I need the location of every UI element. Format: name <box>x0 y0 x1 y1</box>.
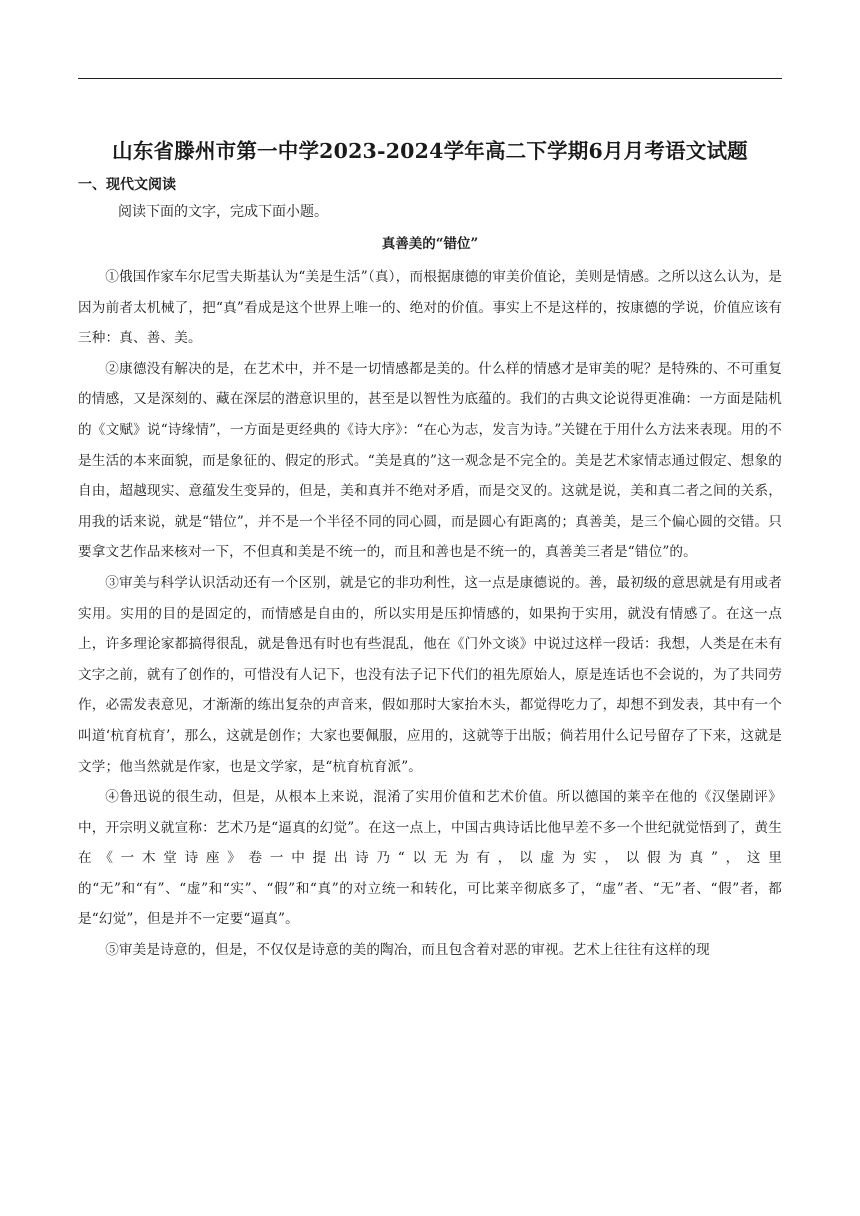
article-title: 真善美的“错位” <box>381 236 479 252</box>
paragraph-4: ④鲁迅说的很生动，但是，从根本上来说，混淆了实用价值和艺术价值。所以德国的莱辛在他的《汉堡剧评》中，开宗明义就宣称：艺术乃是“逼真的幻觉”。在这一点上，中国古典诗话比他早差不多一个世纪就觉悟到了，黄生在《一木堂诗座》卷一中提出诗乃“以无为有，以虚为实，以假为真”，这里的“无”和“有”、“虚”和“实”、“假”和“真”的对立统一和转化，可比莱辛彻底多了，“虚”者、“无”者、“假”者，都是“幻觉”，但是并不一定要“逼真”。 <box>78 789 782 928</box>
paragraph-5: ⑤审美是诗意的，但是，不仅仅是诗意的美的陶冶，而且包含着对恶的审视。艺术上往往有这样的现 <box>105 942 710 959</box>
header-rule <box>78 78 782 79</box>
paragraph-1: ①俄国作家车尔尼雪夫斯基认为“美是生活”（真），而根据康德的审美价值论，美则是情感。之所以这么认为，是因为前者太机械了，把“真”看成是这个世界上唯一的、绝对的价值。事实上不是这样的，按康德的学说，价值应该有三种：真、善、美。 <box>78 269 782 347</box>
reading-instruction: 阅读下面的文字，完成下面小题。 <box>118 204 328 220</box>
paragraph-3: ③审美与科学认识活动还有一个区别，就是它的非功利性，这一点是康德说的。善，最初级的意思就是有用或者实用。实用的目的是固定的，而情感是自由的，所以实用是压抑情感的，如果拘于实用，就没有情感了。在这一点上，许多理论家都搞得很乱，就是鲁迅有时也有些混乱，他在《门外文谈》中说过这样一段话：我想，人类是在未有文字之前，就有了创作的，可惜没有人记下，也没有法子记下代们的祖先原始人，原是连话也不会说的，为了共同劳作，必需发表意见，才渐渐的练出复杂的声音来，假如那时大家抬木头，都觉得吃力了，却想不到发表，其中有一个叫道‘杭育杭育’，那么，这就是创作；大家也要佩服，应用的，这就等于出版；倘若用什么记号留存了下来，这就是文学；他当然就是作家，也是文学家，是“杭育杭育派”。 <box>78 574 782 775</box>
section-heading: 一、现代文阅读 <box>78 177 176 193</box>
paragraph-2: ②康德没有解决的是，在艺术中，并不是一切情感都是美的。什么样的情感才是审美的呢？是特殊的、不可重复的情感，又是深刻的、藏在深层的潜意识里的，甚至是以智性为底蕴的。我们的古典文论说得更准确：一方面是陆机的《文赋》说“诗缘情”，一方面是更经典的《诗大序》：“在心为志，发言为诗。”关键在于用什么方法来表现。用的不是生活的本来面貌，而是象征的、假定的形式。“美是真的”这一观念是不完全的。美是艺术家情志通过假定、想象的自由，超越现实、意蕴发生变异的，但是，美和真并不绝对矛盾，而是交叉的。这就是说，美和真二者之间的关系，用我的话来说，就是“错位”，并不是一个半径不同的同心圆，而是圆心有距离的；真善美，是三个偏心圆的交错。只要拿文艺作品来核对一下，不但真和美是不统一的，而且和善也是不统一的，真善美三者是“错位”的。 <box>78 360 782 561</box>
page-title: 山东省滕州市第一中学2023-2024学年高二下学期6月月考语文试题 <box>112 139 748 163</box>
article-body <box>78 262 782 966</box>
